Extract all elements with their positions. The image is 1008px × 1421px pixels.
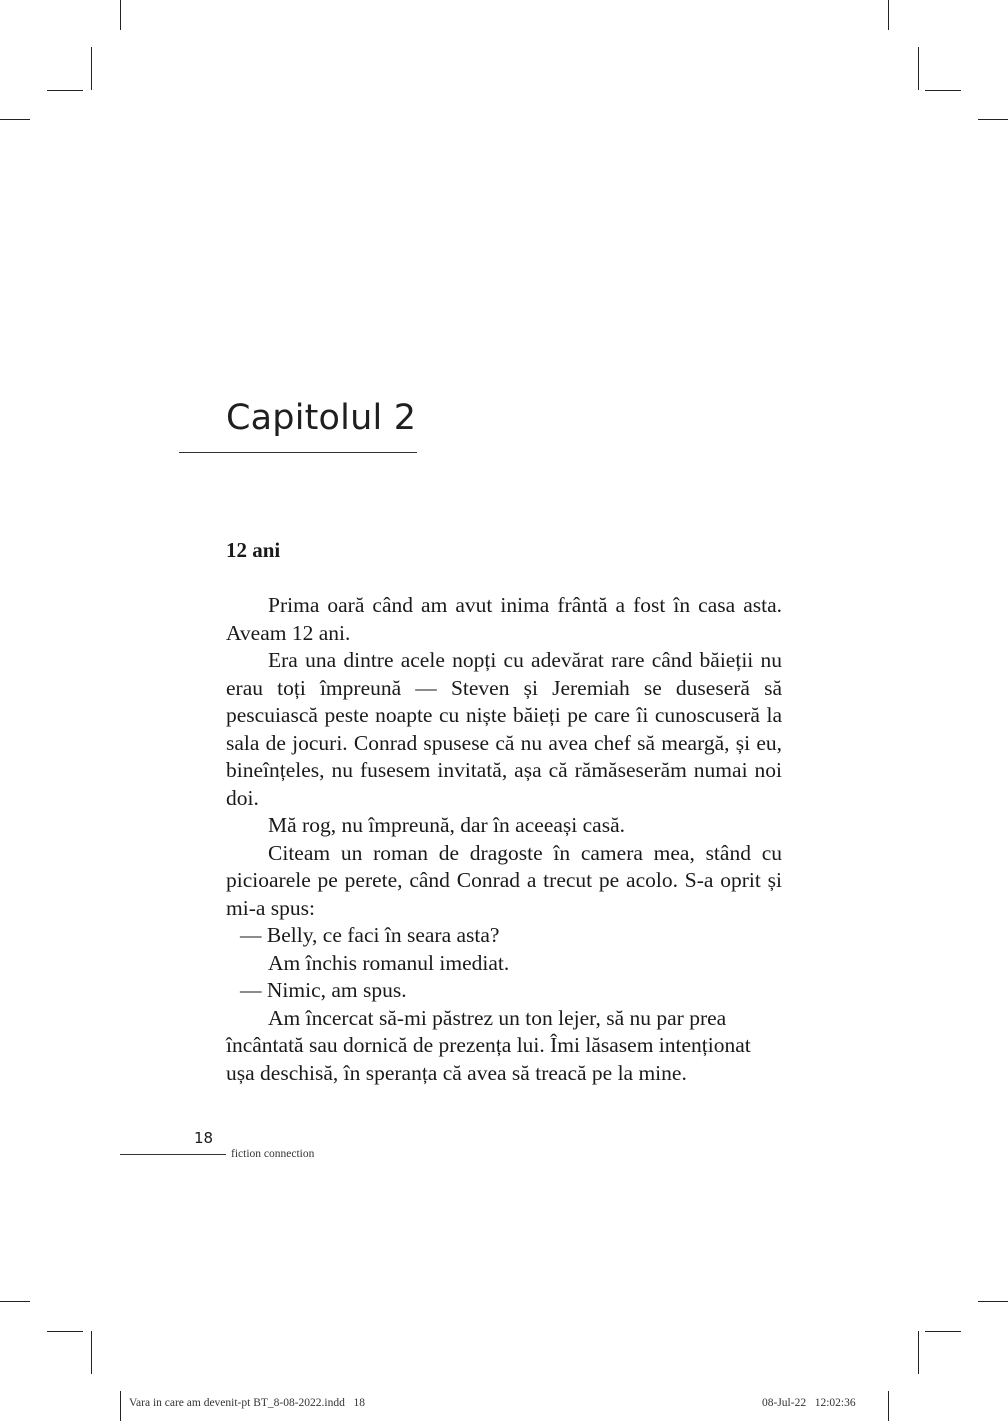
paragraph: Mă rog, nu împreună, dar în aceeași casă. bbox=[268, 813, 625, 837]
paragraph: Citeam un roman de dragoste în camera mea, stând cu picioarele pe perete, când Conrad a trecut pe acolo. S-a oprit și mi-a spus: bbox=[226, 840, 782, 920]
body-text bbox=[226, 592, 782, 1087]
crop-mark-top-right-inner bbox=[918, 47, 919, 90]
publisher-label: fiction connection bbox=[231, 1148, 315, 1160]
crop-mark-bottom-right-inner bbox=[918, 1331, 919, 1374]
page-number: 18 bbox=[194, 1129, 214, 1147]
crop-mark-bottom-left-outer bbox=[120, 1391, 121, 1421]
crop-mark-top-right-h1 bbox=[925, 90, 961, 91]
slug-datetime: 08-Jul-22 12:02:36 bbox=[762, 1397, 856, 1409]
crop-mark-top-left-h2 bbox=[0, 119, 30, 120]
chapter-title-rule bbox=[179, 452, 417, 453]
chapter-title: Capitolul 2 bbox=[226, 398, 417, 438]
dialogue-line: — Nimic, am spus. bbox=[240, 978, 407, 1002]
crop-mark-bottom-left-inner bbox=[91, 1331, 92, 1374]
slug-filename: Vara in care am devenit-pt BT_8-08-2022.indd 18 bbox=[129, 1397, 366, 1409]
paragraph: Am închis romanul imediat. bbox=[268, 950, 510, 975]
paragraph: Era una dintre acele nopți cu adevărat rare când băieții nu erau toți împreună — Steven și Jeremiah se duseseră să pescuiască peste noapte cu niște băieți pe care îi cunoscuseră la sala de jocuri. Conrad spusese că nu avea chef să meargă, și eu, bineînțeles, nu fusesem invitată, așa că rămăseserăm numai noi doi. bbox=[226, 648, 782, 810]
crop-mark-top-left-h1 bbox=[47, 90, 83, 91]
crop-mark-bottom-right-h2 bbox=[978, 1301, 1008, 1302]
crop-mark-bottom-left-h2 bbox=[0, 1301, 30, 1302]
crop-mark-top-left-outer bbox=[120, 0, 121, 30]
paragraph: Prima oară când am avut inima frântă a fost în casa asta. Aveam 12 ani. bbox=[226, 593, 782, 645]
paragraph: Am încercat să-mi păstrez un ton lejer, să nu par prea încântată sau dornică de prezența lui. Îmi lăsasem intenționat ușa deschisă, în speranța că avea să treacă pe la mine. bbox=[226, 1005, 751, 1085]
crop-mark-bottom-right-outer bbox=[888, 1391, 889, 1421]
chapter-subheading: 12 ani bbox=[226, 538, 281, 562]
crop-mark-bottom-right-h1 bbox=[925, 1331, 961, 1332]
footer-rule bbox=[120, 1154, 226, 1155]
crop-mark-top-right-h2 bbox=[978, 119, 1008, 120]
dialogue-line: — Belly, ce faci în seara asta? bbox=[240, 923, 500, 947]
crop-mark-top-left-inner bbox=[91, 47, 92, 90]
crop-mark-bottom-left-h1 bbox=[47, 1331, 83, 1332]
crop-mark-top-right-outer bbox=[888, 0, 889, 30]
